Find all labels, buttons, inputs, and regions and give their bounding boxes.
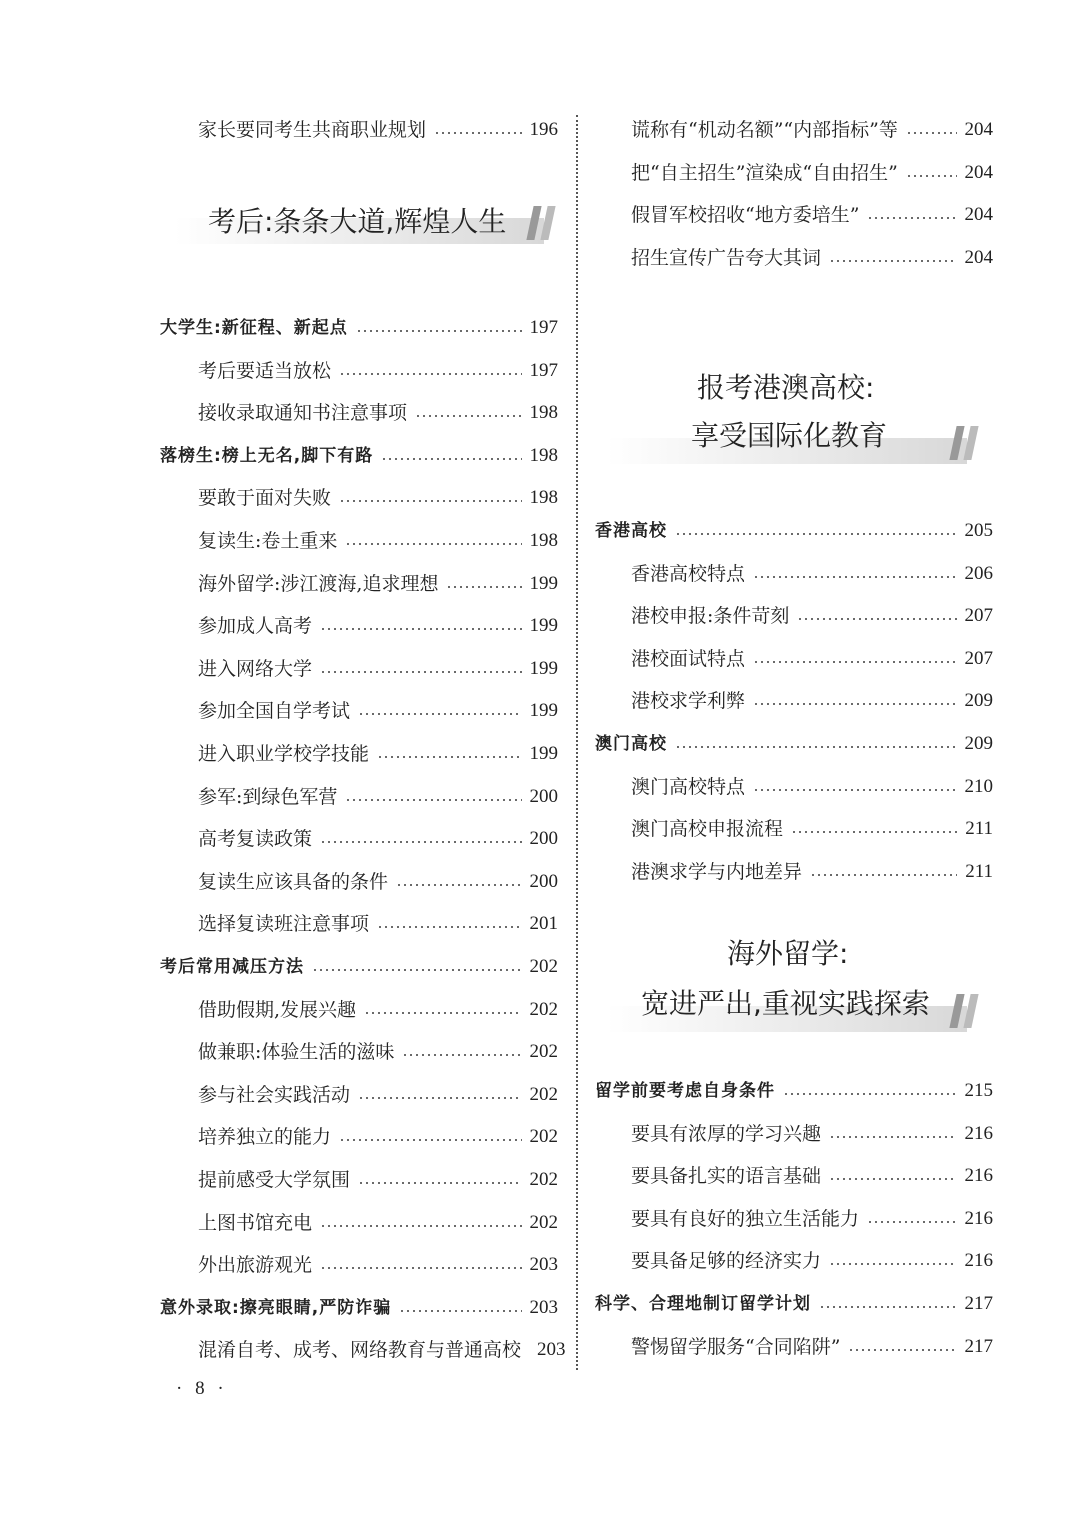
toc-entry-page: 209 [964,690,993,712]
toc-entry-page: 199 [529,615,558,637]
toc-entry-page: 204 [964,246,993,268]
dot-leader [396,884,521,886]
toc-entry-page: 217 [964,1293,993,1314]
toc-entry[interactable] [160,526,558,556]
toc-entry-title: 假冒军校招收“地方委培生” [631,204,860,227]
toc-entry-page: 198 [529,530,558,551]
toc-entry[interactable] [595,115,993,145]
toc-entry[interactable] [595,1332,993,1362]
dot-leader [358,1182,521,1184]
column-divider [576,115,578,1370]
dot-leader [339,373,521,375]
toc-entry-page: 200 [529,785,558,807]
toc-entry-title: 进入职业学校学技能 [198,743,370,765]
toc-entry-title: 警惕留学服务“合同陷阱” [631,1335,841,1358]
toc-section-entry[interactable] [595,516,993,546]
toc-section-entry[interactable] [160,441,558,471]
dot-leader [829,1178,956,1180]
toc-entry-title: 要具备足够的经济实力 [631,1250,822,1273]
toc-entry-title: 复读生:卷土重来 [198,530,338,552]
toc-entry[interactable] [595,644,993,674]
toc-entry-title: 参加全国自学考试 [198,700,351,723]
dot-leader [819,1306,957,1308]
dot-leader [867,217,956,219]
toc-entry-title: 借助假期,发展兴趣 [198,998,357,1021]
dot-leader [312,969,522,971]
toc-entry[interactable] [160,483,558,513]
toc-entry-page: 202 [529,1211,558,1233]
toc-entry-title: 科学、合理地制订留学计划 [595,1294,811,1314]
toc-entry[interactable] [160,356,558,386]
toc-entry-title: 澳门高校申报流程 [631,818,784,841]
banner-title-line1: 海外留学: [727,937,849,970]
toc-entry[interactable] [160,654,558,684]
toc-entry-title: 意外录取:擦亮眼睛,严防诈骗 [160,1297,392,1318]
toc-entry-title: 港校面试特点 [631,647,746,670]
toc-entry-title: 澳门高校 [595,734,667,754]
dot-leader [320,1267,521,1269]
toc-entry-title: 要具有浓厚的学习兴趣 [631,1122,822,1145]
toc-entry-page: 215 [964,1080,993,1101]
toc-entry-title: 参军:到绿色军营 [198,785,338,808]
toc-entry-page: 202 [529,1083,558,1105]
dot-leader [377,926,521,928]
dot-leader [867,1221,956,1223]
banner-title-line2: 宽进严出,重视实践探索 [641,987,930,1020]
dot-leader [810,874,957,876]
toc-entry-page: 200 [529,828,558,850]
toc-entry-page: 199 [529,657,558,679]
toc-entry-page: 204 [964,119,993,140]
dot-leader [364,1012,521,1014]
toc-entry-title: 要敢于面对失败 [198,487,332,510]
dot-leader [356,330,522,332]
toc-entry[interactable] [160,611,558,641]
toc-entry-title: 考后常用减压方法 [160,957,304,977]
toc-entry[interactable] [595,814,993,844]
toc-section-entry[interactable] [595,729,993,759]
dot-leader [829,260,956,262]
dot-leader [753,703,956,705]
dot-leader [829,1136,956,1138]
dot-leader [434,132,521,134]
dot-leader [791,831,957,833]
dot-leader [320,628,521,630]
toc-entry[interactable] [595,1204,993,1234]
dot-leader [339,500,521,502]
toc-entry-title: 进入网络大学 [198,657,313,680]
toc-entry-title: 招生宣传广告夸大其词 [631,246,822,269]
dot-leader [753,661,956,663]
toc-entry-page: 198 [529,487,558,509]
dot-leader [320,1225,521,1227]
toc-entry[interactable] [160,1037,558,1067]
dot-leader [320,671,521,673]
toc-entry-title: 落榜生:榜上无名,脚下有路 [160,445,374,466]
toc-entry-page: 216 [964,1207,993,1229]
toc-entry-page: 200 [529,870,558,892]
toc-entry-title: 参加成人高考 [198,615,313,638]
toc-section-entry[interactable] [595,1289,993,1319]
toc-entry-title: 外出旅游观光 [198,1254,313,1277]
toc-entry-page: 207 [964,605,993,627]
left-column [160,0,566,1400]
toc-entry[interactable] [595,1161,993,1191]
toc-entry-title: 海外留学:涉江渡海,追求理想 [198,572,439,595]
toc-entry-page: 204 [964,204,993,226]
toc-entry-page: 203 [529,1296,558,1318]
banner-title-line1: 报考港澳高校: [697,371,875,404]
toc-entry[interactable] [595,243,993,273]
toc-entry-page: 216 [964,1250,993,1272]
toc-entry-page: 217 [964,1335,993,1357]
toc-entry[interactable] [160,739,558,769]
toc-entry-page: 196 [529,119,558,140]
toc-entry-page: 199 [529,700,558,722]
dot-leader [381,458,521,460]
toc-entry-title: 选择复读班注意事项 [198,913,370,936]
toc-entry[interactable] [160,1335,566,1365]
toc-entry-title: 做兼职:体验生活的滋味 [198,1041,395,1064]
dot-leader [753,576,956,578]
toc-entry-page: 203 [529,1254,558,1276]
toc-entry-title: 家长要同考生共商职业规划 [198,119,427,141]
toc-entry-title: 考后要适当放松 [198,359,332,382]
toc-entry-page: 198 [529,444,558,466]
toc-entry[interactable] [160,569,558,599]
toc-entry-page: 202 [529,998,558,1020]
toc-entry[interactable] [595,200,993,230]
toc-entry-title: 谎称有“机动名额”“内部指标”等 [631,119,898,141]
toc-entry-page: 205 [964,520,993,541]
toc-entry[interactable] [595,158,993,188]
section-banner-after-exam [174,196,558,250]
right-column [595,0,993,1400]
toc-entry-page: 209 [964,733,993,754]
toc-entry-title: 澳门高校特点 [631,775,746,798]
toc-entry[interactable] [595,686,993,716]
toc-section-entry[interactable] [160,313,558,343]
toc-entry[interactable] [160,696,558,726]
toc-entry-page: 211 [965,860,993,882]
dot-leader [345,543,521,545]
dot-leader [783,1093,957,1095]
toc-entry-title: 港校申报:条件苛刻 [631,605,790,628]
toc-entry-title: 把“自主招生”渲染成“自由招生” [631,161,898,184]
toc-entry[interactable] [595,601,993,631]
dot-leader [358,1097,521,1099]
toc-entry-page: 197 [529,359,558,381]
toc-entry[interactable] [595,559,993,589]
toc-entry-title: 香港高校特点 [631,562,746,585]
toc-entry-title: 要具备扎实的语言基础 [631,1165,822,1188]
dot-leader [797,618,956,620]
toc-entry[interactable] [160,1122,558,1152]
toc-entry-title: 留学前要考虑自身条件 [595,1081,775,1101]
toc-entry-title: 接收录取通知书注意事项 [198,402,408,425]
toc-entry[interactable] [595,857,993,887]
dot-leader [906,132,957,134]
toc-entry-page: 207 [964,647,993,669]
toc-entry-page: 206 [964,562,993,584]
toc-entry[interactable] [160,398,558,428]
toc-entry[interactable] [160,782,558,812]
dot-leader [402,1054,521,1056]
toc-entry-title: 大学生:新征程、新起点 [160,318,348,338]
toc-entry-title: 上图书馆充电 [198,1211,313,1234]
dot-leader [446,586,521,588]
dot-leader [377,756,521,758]
toc-entry[interactable] [160,1250,558,1280]
dot-leader [906,175,957,177]
toc-entry-title: 高考复读政策 [198,828,313,851]
toc-entry-title: 要具有良好的独立生活能力 [631,1207,860,1230]
toc-entry[interactable] [595,1246,993,1276]
banner-title-line2: 享受国际化教育 [691,419,888,452]
toc-entry[interactable] [160,995,558,1025]
toc-section-entry[interactable] [595,1076,993,1106]
toc-entry[interactable] [160,115,558,145]
toc-entry[interactable] [160,1080,558,1110]
toc-entry-title: 港校求学利弊 [631,690,746,713]
dot-leader [675,533,957,535]
dot-leader [848,1349,956,1351]
toc-entry[interactable] [160,867,558,897]
toc-entry-title: 混淆自考、成考、网络教育与普通高校 [198,1339,522,1362]
toc-entry-page: 198 [529,402,558,424]
toc-entry[interactable] [160,824,558,854]
toc-entry-page: 199 [529,743,558,764]
dot-leader [345,799,521,801]
toc-entry-title: 提前感受大学氛围 [198,1169,351,1191]
toc-entry[interactable] [595,1119,993,1149]
toc-entry-page: 201 [529,913,558,935]
toc-entry-page: 202 [529,1041,558,1063]
dot-leader [339,1139,521,1141]
banner-title: 考后:条条大道,辉煌人生 [208,205,507,238]
toc-entry-page: 199 [529,572,558,594]
toc-entry[interactable] [160,909,558,939]
toc-entry-page: 202 [529,956,558,977]
dot-leader [415,415,521,417]
toc-entry-title: 香港高校 [595,521,667,541]
dot-leader [399,1310,521,1312]
toc-entry-page: 216 [964,1122,993,1144]
toc-entry-title: 培养独立的能力 [198,1126,332,1149]
toc-entry-page: 202 [529,1126,558,1148]
section-banner-hk-macau [607,360,993,470]
toc-entry-page: 216 [964,1165,993,1187]
toc-entry-title: 港澳求学与内地差异 [631,860,803,883]
toc-section-entry[interactable] [160,1293,558,1323]
dot-leader [675,746,957,748]
dot-leader [320,841,521,843]
toc-entry-page: 202 [529,1169,558,1190]
toc-entry[interactable] [160,1165,558,1195]
toc-entry[interactable] [595,772,993,802]
toc-entry-page: 211 [965,818,993,840]
dot-leader [358,713,521,715]
toc-entry[interactable] [160,1208,558,1238]
toc-entry-page: 210 [964,775,993,797]
toc-entry-page: 197 [529,317,558,338]
toc-entry-page: 204 [964,161,993,183]
toc-entry-page: 203 [537,1339,566,1361]
dot-leader [753,789,956,791]
page-number: · 8 · [176,1378,228,1399]
toc-entry-title: 复读生应该具备的条件 [198,870,389,893]
section-banner-overseas [607,928,993,1040]
dot-leader [829,1263,956,1265]
toc-section-entry[interactable] [160,952,558,982]
toc-entry-title: 参与社会实践活动 [198,1083,351,1106]
